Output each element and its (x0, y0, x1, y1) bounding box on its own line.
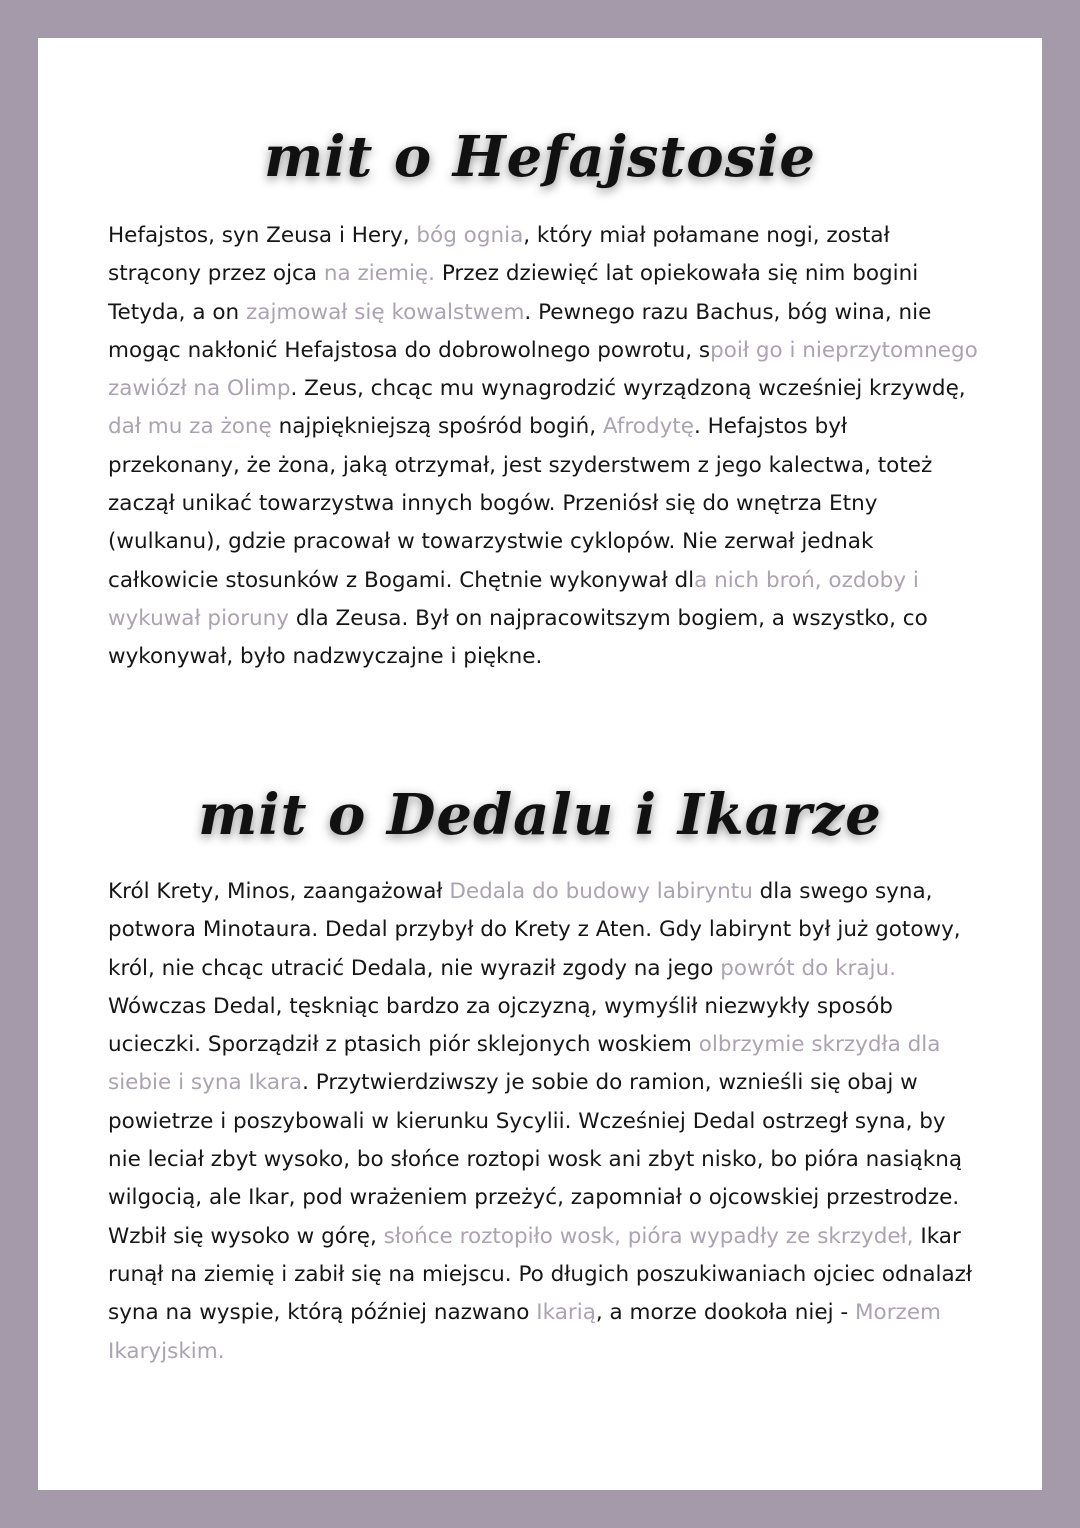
highlighted-text: Ikarią (536, 1300, 596, 1326)
highlighted-text: dał mu za żonę (108, 414, 272, 440)
highlighted-text: Morzem Ikaryjskim. (108, 1300, 941, 1364)
text-segment: dla Zeusa. Był on najpracowitszym bogiem, a wszystko, co wykonywał, było nadzwyczajne i piękne. (108, 605, 928, 670)
highlighted-text: bóg ognia (416, 223, 524, 248)
highlighted-text: Dedala do budowy labiryntu (449, 879, 753, 904)
highlighted-text: słońce roztopiło wosk, pióra wypadły ze skrzydeł, (383, 1223, 914, 1249)
highlighted-text: na ziemię. (323, 261, 435, 287)
text-segment: Król Krety, Minos, zaangażował (108, 879, 450, 904)
text-segment: . Hefajstos był przekonany, że żona, jaką otrzymał, jest szyderstwem z jego kalectwa, toteż zaczął unikać towarzystwa innych bogów. Przeniósł się do wnętrza Etny (wulkanu), gdzie pracował w towarzystwie cyklopów. Nie zerwał jednak całkowicie stosunków z Bogami. Chętnie wykonywał dl (108, 414, 933, 593)
document-page (38, 38, 1042, 1490)
section-text-daedalus-icarus (108, 873, 980, 1371)
highlighted-text: a nich broń, ozdoby i wykuwał pioruny (108, 567, 919, 631)
text-segment: Hefajstos, syn Zeusa i Hery, (108, 223, 417, 248)
text-segment: najpiękniejszą spośród bogiń, (271, 414, 603, 440)
section-text-hephaestus (108, 217, 980, 677)
text-segment: Wówczas Dedal, tęskniąc bardzo za ojczyzną, wymyślił niezwykły sposób ucieczki. Sporządził z ptasich piór sklejonych woskiem (108, 993, 893, 1058)
highlighted-text: olbrzymie skrzydła dla siebie i syna Ikara (108, 1032, 941, 1096)
text-segment: Przez dziewięć lat opiekowała się nim bogini Tetyda, a on (108, 261, 919, 325)
text-segment: . Przytwierdziwszy je sobie do ramion, wznieśli się obaj w powietrze i poszybowali w kierunku Sycylii. Wcześniej Dedal ostrzegł syna, by nie leciał zbyt wysoko, bo słońce roztopi wosk ani zbyt nisko, bo pióra nasiąkną wilgocią, ale Ikar, pod wrażeniem przeżyć, zapomniał o ojcowskiej przestrodze. Wzbił się wysoko w górę, (108, 1070, 963, 1249)
text-segment: , a morze dookoła niej - (595, 1300, 855, 1326)
highlighted-text: poił go i nieprzytomnego zawiózł na Olimp (108, 337, 978, 402)
highlighted-text: Afrodytę (602, 414, 694, 440)
section-title-hephaestus: mit o Hefajstosie (263, 124, 817, 190)
text-segment: Ikar runął na ziemię i zabił się na miejscu. Po długich poszukiwaniach ojciec odnalazł syna na wyspie, którą później nazwano (108, 1223, 973, 1326)
text-segment: dla swego syna, potwora Minotaura. Dedal przybył do Krety z Aten. Gdy labirynt był już gotowy, król, nie chcąc utracić Dedala, nie wyraził zgody na jego (108, 879, 961, 981)
text-segment: . Pewnego razu Bachus, bóg wina, nie mogąc nakłonić Hefajstosa do dobrowolnego powrotu, s (108, 299, 932, 363)
section-title-daedalus-icarus: mit o Dedalu i Ikarze (198, 782, 882, 848)
text-segment: . Zeus, chcąc mu wynagrodzić wyrządzoną wcześniej krzywdę, (290, 376, 966, 402)
highlighted-text: zajmował się kowalstwem (245, 299, 525, 325)
text-segment: , który miał połamane nogi, został strącony przez ojca (108, 223, 890, 287)
highlighted-text: powrót do kraju. (720, 955, 896, 981)
